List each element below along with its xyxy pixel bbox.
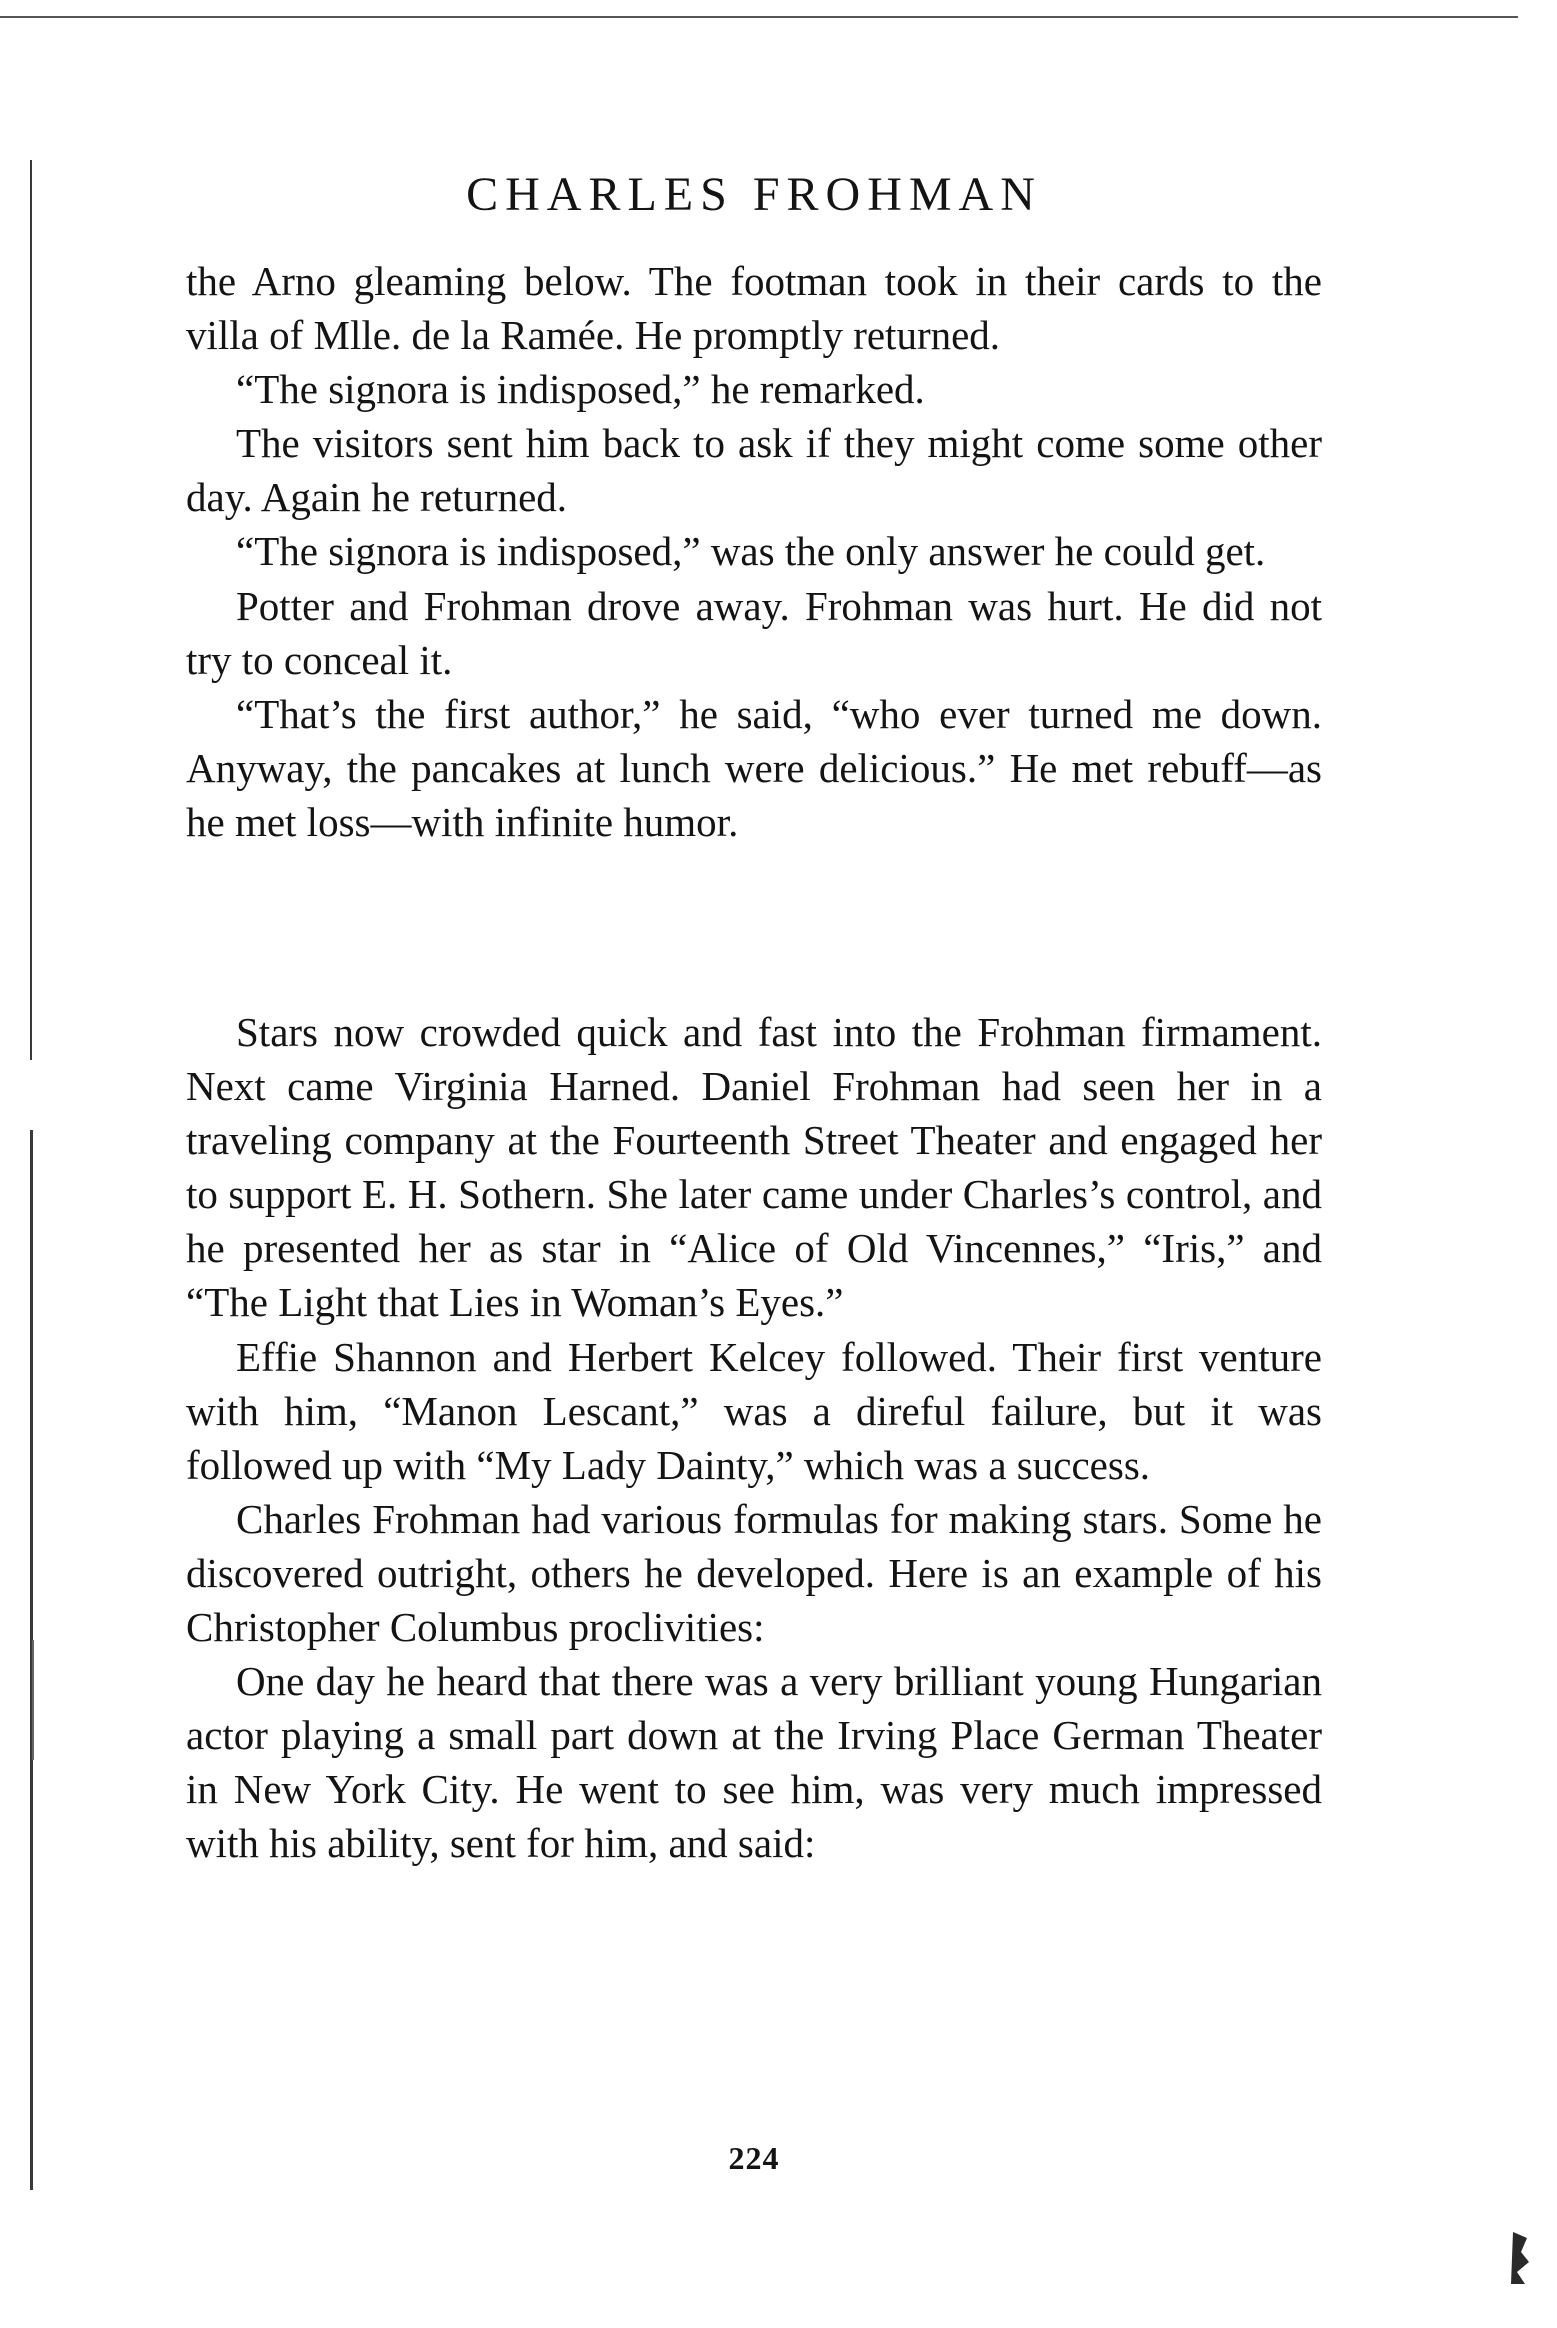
page-number: 224 — [728, 2140, 780, 2176]
text-block-bottom — [186, 1005, 1322, 1871]
top-rule — [0, 16, 1518, 18]
gutter-binding-line — [30, 160, 32, 1060]
scan-corner-mark — [1507, 2228, 1535, 2288]
paragraph: Effie Shannon and Herbert Kelcey followed. Their first venture with him, “Manon Lescant,” was a direful failure, but it was followed up with “My Lady Dainty,” which was a success. — [186, 1333, 1322, 1488]
paragraph: The visitors sent him back to ask if they might come some other day. Again he returned. — [186, 420, 1322, 521]
paragraph: One day he heard that there was a very brilliant young Hungarian actor playing a small part down at the Irving Place German Theater in New York City. He went to see him, was very much impressed with his ability, sent for him, and said: — [186, 1658, 1322, 1867]
paragraph: Charles Frohman had various formulas for making stars. Some he discovered outright, others he developed. Here is an example of his Christopher Columbus proclivities: — [186, 1495, 1322, 1651]
text-block-top — [186, 254, 1322, 849]
paragraph: the Arno gleaming below. The footman took in their cards to the villa of Mlle. de la Ramée. He promptly returned. — [186, 258, 1322, 359]
paragraph: Stars now crowded quick and fast into the Frohman firmament. Next came Virginia Harned. Daniel Frohman had seen her in a traveling company at the Fourteenth Street Theater and engaged her to support E. H. Sothern. She later came under Charles’s control, and he presented her as star in “Alice of Old Vincennes,” “Iris,” and “The Light that Lies in Woman’s Eyes.” — [186, 1009, 1322, 1326]
paragraph: “The signora is indisposed,” he remarked. — [236, 366, 925, 413]
paragraph: Potter and Frohman drove away. Frohman was hurt. He did not try to conceal it. — [186, 582, 1322, 683]
paragraph: “The signora is indisposed,” was the only answer he could get. — [236, 528, 1266, 575]
running-head: CHARLES FROHMAN — [466, 168, 1042, 221]
paragraph: “That’s the first author,” he said, “who ever turned me down. Anyway, the pancakes at lunch were delicious.” He met rebuff—as he met loss—with infinite humor. — [186, 690, 1322, 845]
gutter-binding-line — [32, 1640, 34, 1760]
